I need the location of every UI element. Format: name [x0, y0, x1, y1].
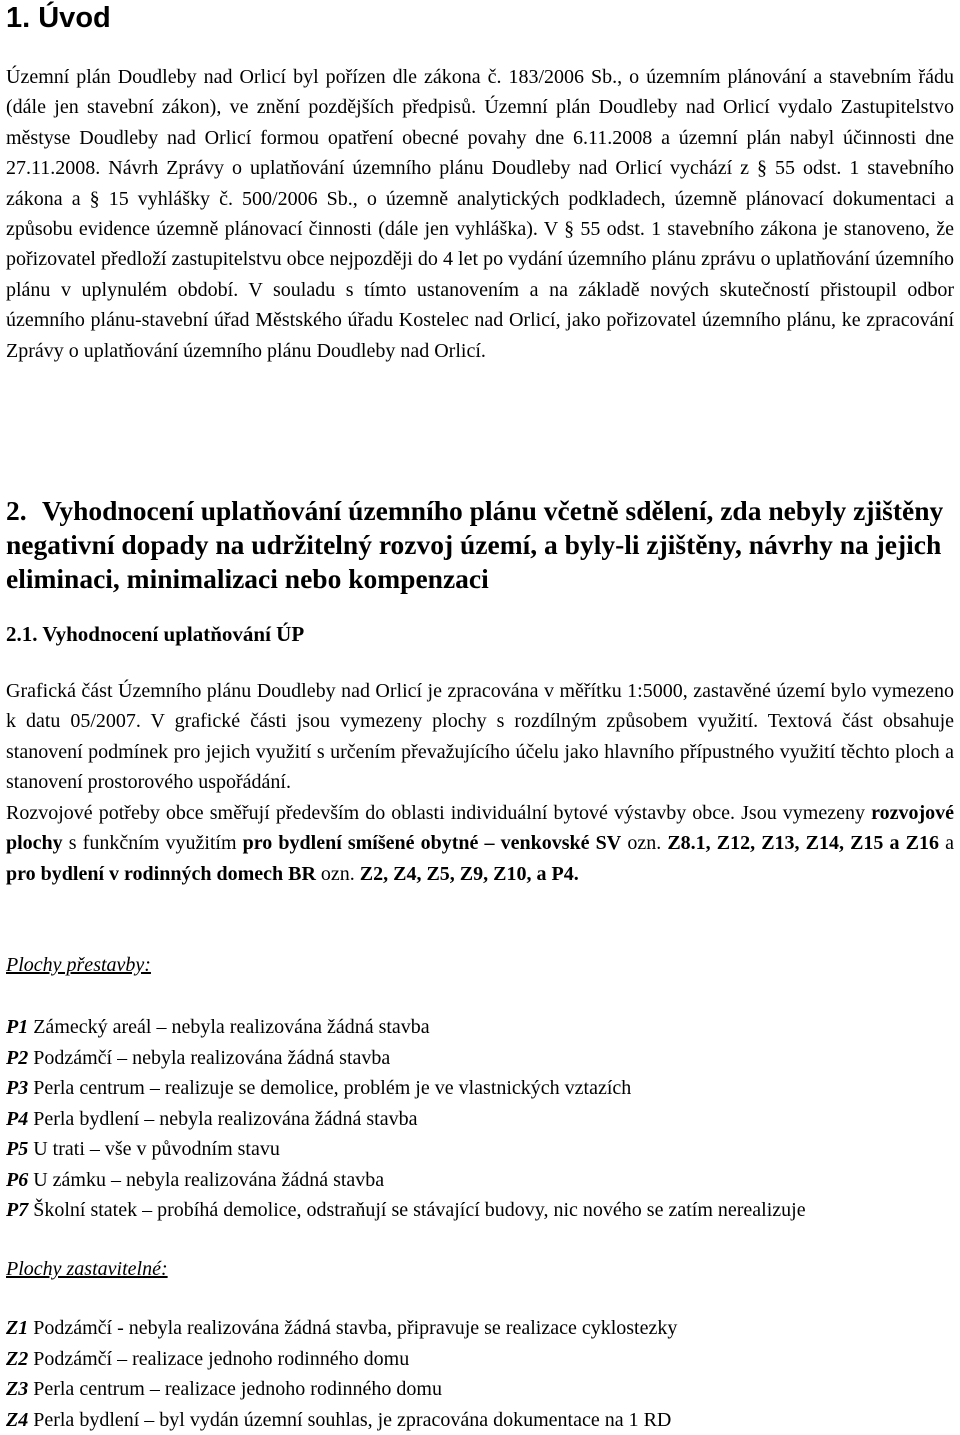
item-text: Perla bydlení – nebyla realizována žádná stavba — [28, 1108, 417, 1130]
bold-span: Z8.1, Z12, Z13, Z14, Z15 a Z16 — [667, 832, 939, 854]
list-item — [6, 1104, 956, 1135]
plochy-zastavitelne-list — [6, 1313, 956, 1435]
item-code: Z3 — [6, 1378, 28, 1400]
item-text: Perla centrum – realizace jednoho rodinného domu — [28, 1378, 442, 1400]
item-code: P6 — [6, 1169, 28, 1191]
text-span: ozn. — [621, 832, 667, 854]
bold-span: rozvojové plochy — [6, 802, 954, 854]
text-span: s funkčním využitím — [63, 832, 243, 854]
section-2-number: 2. — [6, 494, 42, 528]
item-code: P4 — [6, 1108, 28, 1130]
item-code: Z2 — [6, 1348, 28, 1370]
item-text: Podzámčí – realizace jednoho rodinného domu — [28, 1348, 409, 1370]
item-text: Perla bydlení – byl vydán územní souhlas, je zpracována dokumentace na 1 RD — [28, 1409, 671, 1431]
plochy-prestavby-list — [6, 1012, 956, 1226]
item-text: Zámecký areál – nebyla realizována žádná stavba — [28, 1016, 429, 1038]
section-2-heading — [6, 494, 954, 596]
item-code: P3 — [6, 1077, 28, 1099]
item-text: Podzámčí – nebyla realizována žádná stavba — [28, 1047, 390, 1069]
list-item — [6, 1165, 956, 1196]
list-item — [6, 1073, 956, 1104]
section-2-1-title: 2.1. Vyhodnocení uplatňování ÚP — [6, 622, 304, 647]
list-item — [6, 1405, 956, 1435]
item-text: U zámku – nebyla realizována žádná stavba — [28, 1169, 384, 1191]
section-2-1-paragraph-1: Grafická část Územního plánu Doudleby nad Orlicí je zpracována v měřítku 1:5000, zastavěné území bylo vymezeno k datu 05/2007. V grafické části jsou vymezeny plochy s rozdílným způsobem využití. Textová část obsahuje stanovení podmínek pro jejich využití s určením převažujícího účelu jako hlavního přípustného využití těchto ploch a stanovení prostorového uspořádání. — [6, 676, 954, 798]
plochy-prestavby-heading: Plochy přestavby: — [6, 954, 151, 977]
item-code: Z1 — [6, 1317, 28, 1339]
bold-span: pro bydlení smíšené obytné – venkovské SV — [243, 832, 622, 854]
item-text: Školní statek – probíhá demolice, odstraňují se stávající budovy, nic nového se zatím nerealizuje — [28, 1199, 805, 1221]
list-item — [6, 1043, 956, 1074]
text-span: ozn. — [316, 863, 360, 885]
item-code: P1 — [6, 1016, 28, 1038]
list-item — [6, 1134, 956, 1165]
section-2-title: Vyhodnocení uplatňování územního plánu včetně sdělení, zda nebyly zjištěny negativní dopady na udržitelný rozvoj území, a byly-li zjištěny, návrhy na jejich eliminaci, minimalizaci nebo kompenzaci — [6, 495, 943, 594]
list-item — [6, 1012, 956, 1043]
item-code: P2 — [6, 1047, 28, 1069]
section-1-paragraph: Územní plán Doudleby nad Orlicí byl pořízen dle zákona č. 183/2006 Sb., o územním plánování a stavebním řádu (dále jen stavební zákon), ve znění pozdějších předpisů. Územní plán Doudleby nad Orlicí vydalo Zastupitelstvo městyse Doudleby nad Orlicí formou opatření obecné povahy dne 6.11.2008 a územní plán nabyl účinnosti dne 27.11.2008. Návrh Zprávy o uplatňování územního plánu Doudleby nad Orlicí vychází z § 55 odst. 1 stavebního zákona a § 15 vyhlášky č. 500/2006 Sb., o územně analytických podkladech, územně plánovací dokumentaci a způsobu evidence územně plánovací činnosti (dále jen vyhláška). V § 55 odst. 1 stavebního zákona je stanoveno, že pořizovatel předloží zastupitelstvu obce nejpozději do 4 let po vydání územního plánu zprávu o uplatňování územního plánu v uplynulém období. V souladu s tímto ustanovením a na základě nových skutečností přistoupil odbor územního plánu-stavební úřad Městského úřadu Kostelec nad Orlicí, jako pořizovatel územního plánu, ke zpracování Zprávy o uplatňování územního plánu Doudleby nad Orlicí. — [6, 62, 954, 366]
list-item — [6, 1313, 956, 1344]
bold-span: pro bydlení v rodinných domech BR — [6, 863, 316, 885]
bold-span: Z2, Z4, Z5, Z9, Z10, a P4. — [360, 863, 579, 885]
text-span: Rozvojové potřeby obce směřují především do oblasti individuální bytové výstavby obce. Jsou vymezeny — [6, 802, 871, 824]
list-item — [6, 1374, 956, 1405]
section-2-1-paragraph-2 — [6, 798, 954, 889]
plochy-zastavitelne-heading: Plochy zastavitelné: — [6, 1258, 168, 1281]
item-text: Podzámčí - nebyla realizována žádná stavba, připravuje se realizace cyklostezky — [28, 1317, 677, 1339]
list-item — [6, 1195, 956, 1226]
section-1-title: 1. Úvod — [6, 2, 111, 35]
item-code: Z4 — [6, 1409, 28, 1431]
item-code: P7 — [6, 1199, 28, 1221]
item-text: Perla centrum – realizuje se demolice, problém je ve vlastnických vztazích — [28, 1077, 631, 1099]
list-item — [6, 1344, 956, 1375]
item-code: P5 — [6, 1138, 28, 1160]
text-span: a — [939, 832, 954, 854]
item-text: U trati – vše v původním stavu — [28, 1138, 280, 1160]
